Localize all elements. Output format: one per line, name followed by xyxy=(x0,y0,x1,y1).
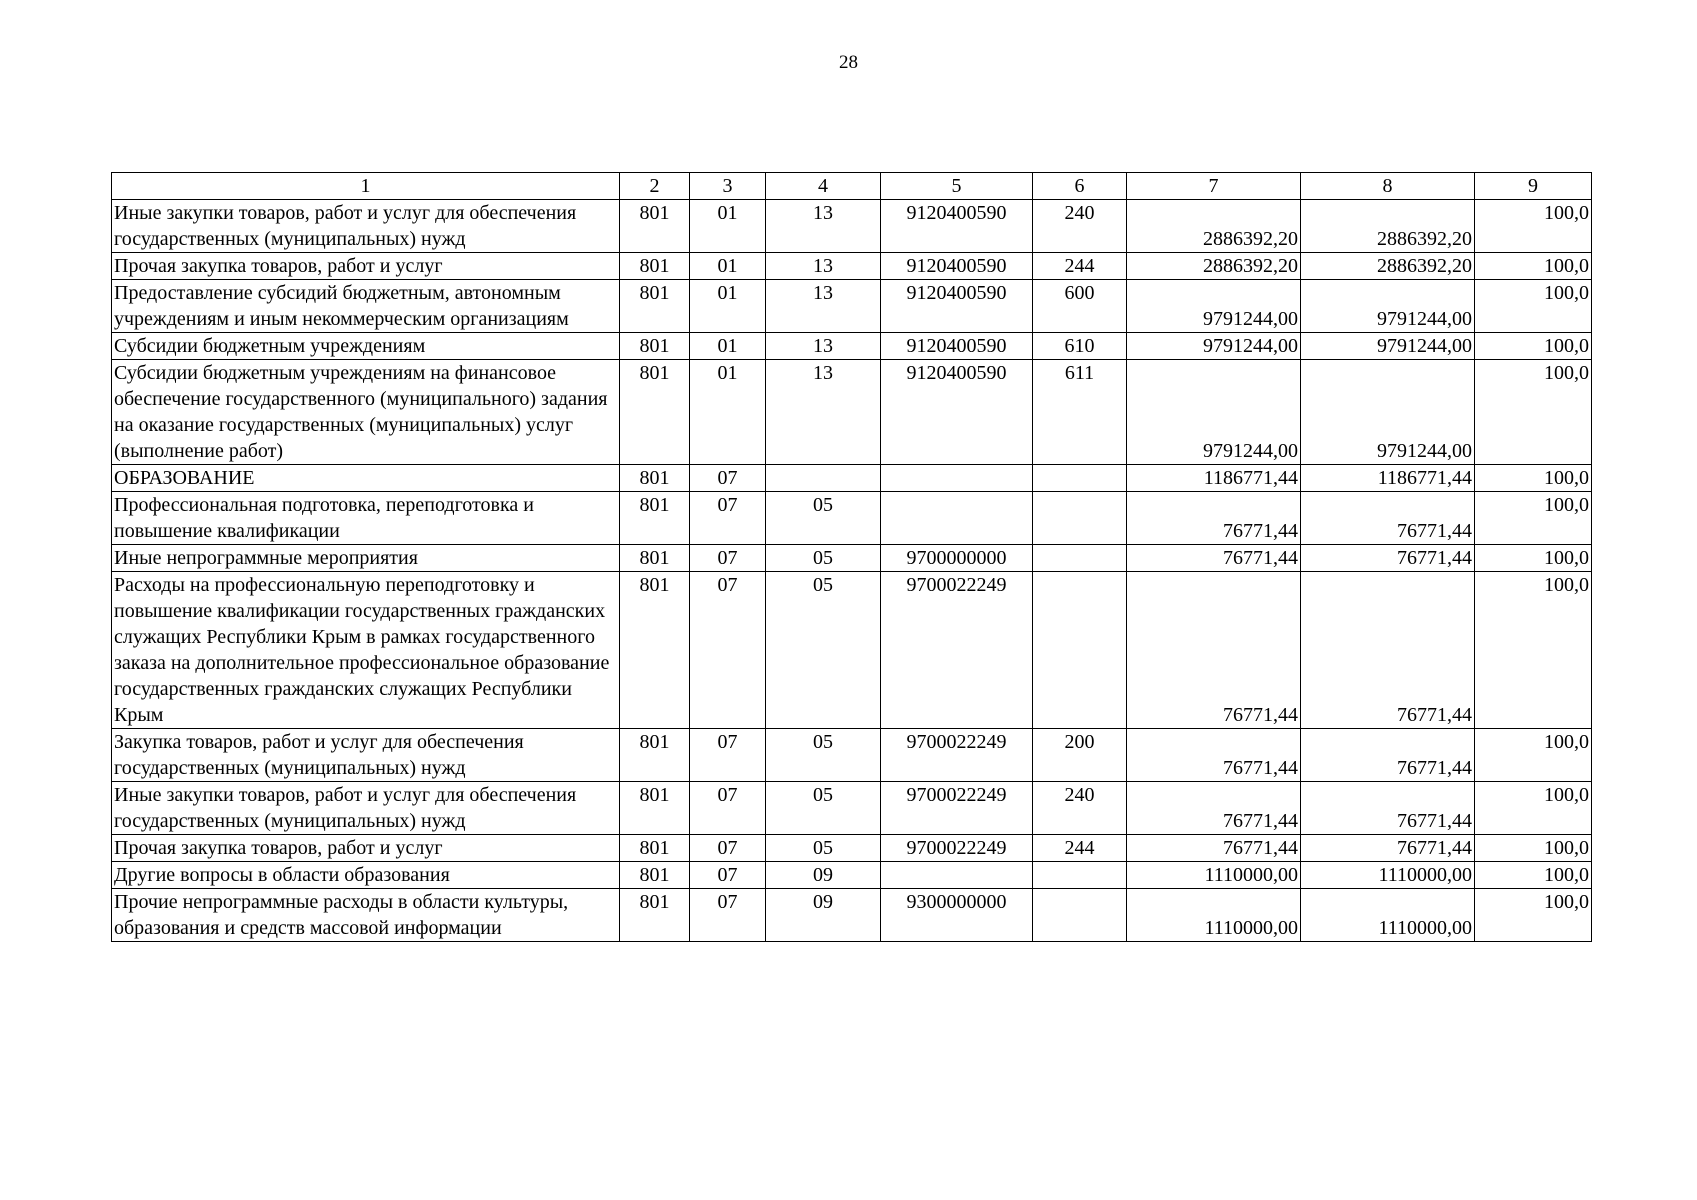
section-code-cell: 01 xyxy=(690,333,766,360)
section-code-cell: 07 xyxy=(690,492,766,545)
percent-cell: 100,0 xyxy=(1475,782,1592,835)
page-number: 28 xyxy=(839,52,858,73)
section-code-cell: 07 xyxy=(690,465,766,492)
percent-cell: 100,0 xyxy=(1475,253,1592,280)
subsection-code-cell: 09 xyxy=(766,862,881,889)
percent-cell: 100,0 xyxy=(1475,835,1592,862)
ministry-code-cell: 801 xyxy=(620,360,690,465)
expense-type-cell xyxy=(1033,465,1127,492)
expense-name-cell: Другие вопросы в области образования xyxy=(112,862,620,889)
amount-plan-cell: 2886392,20 xyxy=(1127,200,1301,253)
subsection-code-cell: 09 xyxy=(766,889,881,942)
amount-actual-cell: 76771,44 xyxy=(1301,729,1475,782)
percent-cell: 100,0 xyxy=(1475,492,1592,545)
subsection-code-cell: 05 xyxy=(766,729,881,782)
amount-plan-cell: 76771,44 xyxy=(1127,782,1301,835)
target-article-cell: 9700022249 xyxy=(881,835,1033,862)
subsection-code-cell: 05 xyxy=(766,492,881,545)
ministry-code-cell: 801 xyxy=(620,333,690,360)
amount-plan-cell: 1110000,00 xyxy=(1127,862,1301,889)
amount-actual-cell: 76771,44 xyxy=(1301,492,1475,545)
target-article-cell xyxy=(881,465,1033,492)
percent-cell: 100,0 xyxy=(1475,280,1592,333)
section-code-cell: 01 xyxy=(690,360,766,465)
amount-actual-cell: 76771,44 xyxy=(1301,835,1475,862)
target-article-cell: 9120400590 xyxy=(881,280,1033,333)
ministry-code-cell: 801 xyxy=(620,253,690,280)
expense-type-cell xyxy=(1033,572,1127,729)
ministry-code-cell: 801 xyxy=(620,782,690,835)
target-article-cell xyxy=(881,492,1033,545)
table-row xyxy=(112,253,1592,280)
table-row xyxy=(112,862,1592,889)
table-row xyxy=(112,889,1592,942)
ministry-code-cell: 801 xyxy=(620,572,690,729)
target-article-cell: 9120400590 xyxy=(881,200,1033,253)
percent-cell: 100,0 xyxy=(1475,862,1592,889)
target-article-cell: 9300000000 xyxy=(881,889,1033,942)
amount-plan-cell: 2886392,20 xyxy=(1127,253,1301,280)
amount-actual-cell: 76771,44 xyxy=(1301,782,1475,835)
expense-name-cell: Прочая закупка товаров, работ и услуг xyxy=(112,835,620,862)
expense-name-cell: ОБРАЗОВАНИЕ xyxy=(112,465,620,492)
percent-cell: 100,0 xyxy=(1475,333,1592,360)
section-code-cell: 07 xyxy=(690,889,766,942)
amount-actual-cell: 9791244,00 xyxy=(1301,360,1475,465)
section-code-cell: 01 xyxy=(690,200,766,253)
section-code-cell: 01 xyxy=(690,253,766,280)
expense-type-cell xyxy=(1033,889,1127,942)
target-article-cell: 9700022249 xyxy=(881,572,1033,729)
percent-cell: 100,0 xyxy=(1475,200,1592,253)
section-code-cell: 07 xyxy=(690,782,766,835)
subsection-code-cell: 13 xyxy=(766,280,881,333)
expense-type-cell: 244 xyxy=(1033,835,1127,862)
amount-actual-cell: 9791244,00 xyxy=(1301,280,1475,333)
column-header: 4 xyxy=(766,173,881,200)
amount-plan-cell: 1110000,00 xyxy=(1127,889,1301,942)
expense-name-cell: Предоставление субсидий бюджетным, автономным учреждениям и иным некоммерческим организациям xyxy=(112,280,620,333)
amount-actual-cell: 2886392,20 xyxy=(1301,200,1475,253)
table-row xyxy=(112,782,1592,835)
percent-cell: 100,0 xyxy=(1475,729,1592,782)
expense-type-cell xyxy=(1033,492,1127,545)
column-header: 9 xyxy=(1475,173,1592,200)
expense-name-cell: Прочие непрограммные расходы в области культуры, образования и средств массовой информации xyxy=(112,889,620,942)
amount-actual-cell: 1186771,44 xyxy=(1301,465,1475,492)
ministry-code-cell: 801 xyxy=(620,889,690,942)
table-row xyxy=(112,572,1592,729)
column-header: 5 xyxy=(881,173,1033,200)
subsection-code-cell: 13 xyxy=(766,360,881,465)
section-code-cell: 07 xyxy=(690,545,766,572)
expense-name-cell: Иные непрограммные мероприятия xyxy=(112,545,620,572)
table-row xyxy=(112,492,1592,545)
amount-plan-cell: 9791244,00 xyxy=(1127,360,1301,465)
percent-cell: 100,0 xyxy=(1475,360,1592,465)
section-code-cell: 07 xyxy=(690,572,766,729)
subsection-code-cell: 13 xyxy=(766,200,881,253)
subsection-code-cell: 13 xyxy=(766,333,881,360)
amount-plan-cell: 1186771,44 xyxy=(1127,465,1301,492)
ministry-code-cell: 801 xyxy=(620,862,690,889)
subsection-code-cell: 05 xyxy=(766,545,881,572)
expense-name-cell: Профессиональная подготовка, переподготовка и повышение квалификации xyxy=(112,492,620,545)
target-article-cell: 9700000000 xyxy=(881,545,1033,572)
expense-name-cell: Иные закупки товаров, работ и услуг для обеспечения государственных (муниципальных) нужд xyxy=(112,200,620,253)
ministry-code-cell: 801 xyxy=(620,492,690,545)
amount-plan-cell: 9791244,00 xyxy=(1127,280,1301,333)
expense-name-cell: Прочая закупка товаров, работ и услуг xyxy=(112,253,620,280)
amount-actual-cell: 1110000,00 xyxy=(1301,862,1475,889)
table-row xyxy=(112,545,1592,572)
subsection-code-cell: 05 xyxy=(766,572,881,729)
ministry-code-cell: 801 xyxy=(620,545,690,572)
percent-cell: 100,0 xyxy=(1475,545,1592,572)
ministry-code-cell: 801 xyxy=(620,835,690,862)
expense-name-cell: Субсидии бюджетным учреждениям xyxy=(112,333,620,360)
amount-plan-cell: 76771,44 xyxy=(1127,492,1301,545)
section-code-cell: 01 xyxy=(690,280,766,333)
column-header: 7 xyxy=(1127,173,1301,200)
expense-type-cell: 244 xyxy=(1033,253,1127,280)
expense-type-cell xyxy=(1033,545,1127,572)
column-number-row xyxy=(112,173,1592,200)
percent-cell: 100,0 xyxy=(1475,465,1592,492)
column-header: 1 xyxy=(112,173,620,200)
subsection-code-cell: 05 xyxy=(766,782,881,835)
target-article-cell: 9120400590 xyxy=(881,360,1033,465)
amount-actual-cell: 76771,44 xyxy=(1301,545,1475,572)
target-article-cell: 9700022249 xyxy=(881,729,1033,782)
expense-name-cell: Иные закупки товаров, работ и услуг для обеспечения государственных (муниципальных) нужд xyxy=(112,782,620,835)
expense-type-cell: 240 xyxy=(1033,200,1127,253)
amount-plan-cell: 76771,44 xyxy=(1127,835,1301,862)
amount-actual-cell: 9791244,00 xyxy=(1301,333,1475,360)
ministry-code-cell: 801 xyxy=(620,729,690,782)
expense-name-cell: Расходы на профессиональную переподготовку и повышение квалификации государственных гражданских служащих Республики Крым в рамках государственного заказа на дополнительное профессиональное образование государственных гражданских служащих Республики Крым xyxy=(112,572,620,729)
amount-actual-cell: 1110000,00 xyxy=(1301,889,1475,942)
expense-type-cell: 611 xyxy=(1033,360,1127,465)
expense-type-cell: 240 xyxy=(1033,782,1127,835)
table-row xyxy=(112,360,1592,465)
column-header: 3 xyxy=(690,173,766,200)
target-article-cell: 9120400590 xyxy=(881,253,1033,280)
amount-actual-cell: 76771,44 xyxy=(1301,572,1475,729)
expense-type-cell: 610 xyxy=(1033,333,1127,360)
table-row xyxy=(112,835,1592,862)
amount-plan-cell: 76771,44 xyxy=(1127,729,1301,782)
amount-actual-cell: 2886392,20 xyxy=(1301,253,1475,280)
target-article-cell xyxy=(881,862,1033,889)
table-row xyxy=(112,280,1592,333)
expense-type-cell xyxy=(1033,862,1127,889)
table-row xyxy=(112,465,1592,492)
column-header: 2 xyxy=(620,173,690,200)
table-row xyxy=(112,333,1592,360)
expense-type-cell: 200 xyxy=(1033,729,1127,782)
section-code-cell: 07 xyxy=(690,862,766,889)
expense-type-cell: 600 xyxy=(1033,280,1127,333)
subsection-code-cell: 13 xyxy=(766,253,881,280)
section-code-cell: 07 xyxy=(690,729,766,782)
amount-plan-cell: 76771,44 xyxy=(1127,545,1301,572)
percent-cell: 100,0 xyxy=(1475,572,1592,729)
percent-cell: 100,0 xyxy=(1475,889,1592,942)
target-article-cell: 9700022249 xyxy=(881,782,1033,835)
ministry-code-cell: 801 xyxy=(620,280,690,333)
expense-name-cell: Субсидии бюджетным учреждениям на финансовое обеспечение государственного (муниципального) задания на оказание государственных (муниципальных) услуг (выполнение работ) xyxy=(112,360,620,465)
budget-table xyxy=(111,172,1592,942)
ministry-code-cell: 801 xyxy=(620,465,690,492)
amount-plan-cell: 9791244,00 xyxy=(1127,333,1301,360)
table-row xyxy=(112,729,1592,782)
subsection-code-cell: 05 xyxy=(766,835,881,862)
column-header: 6 xyxy=(1033,173,1127,200)
column-header: 8 xyxy=(1301,173,1475,200)
subsection-code-cell xyxy=(766,465,881,492)
amount-plan-cell: 76771,44 xyxy=(1127,572,1301,729)
target-article-cell: 9120400590 xyxy=(881,333,1033,360)
table-row xyxy=(112,200,1592,253)
section-code-cell: 07 xyxy=(690,835,766,862)
expense-name-cell: Закупка товаров, работ и услуг для обеспечения государственных (муниципальных) нужд xyxy=(112,729,620,782)
ministry-code-cell: 801 xyxy=(620,200,690,253)
